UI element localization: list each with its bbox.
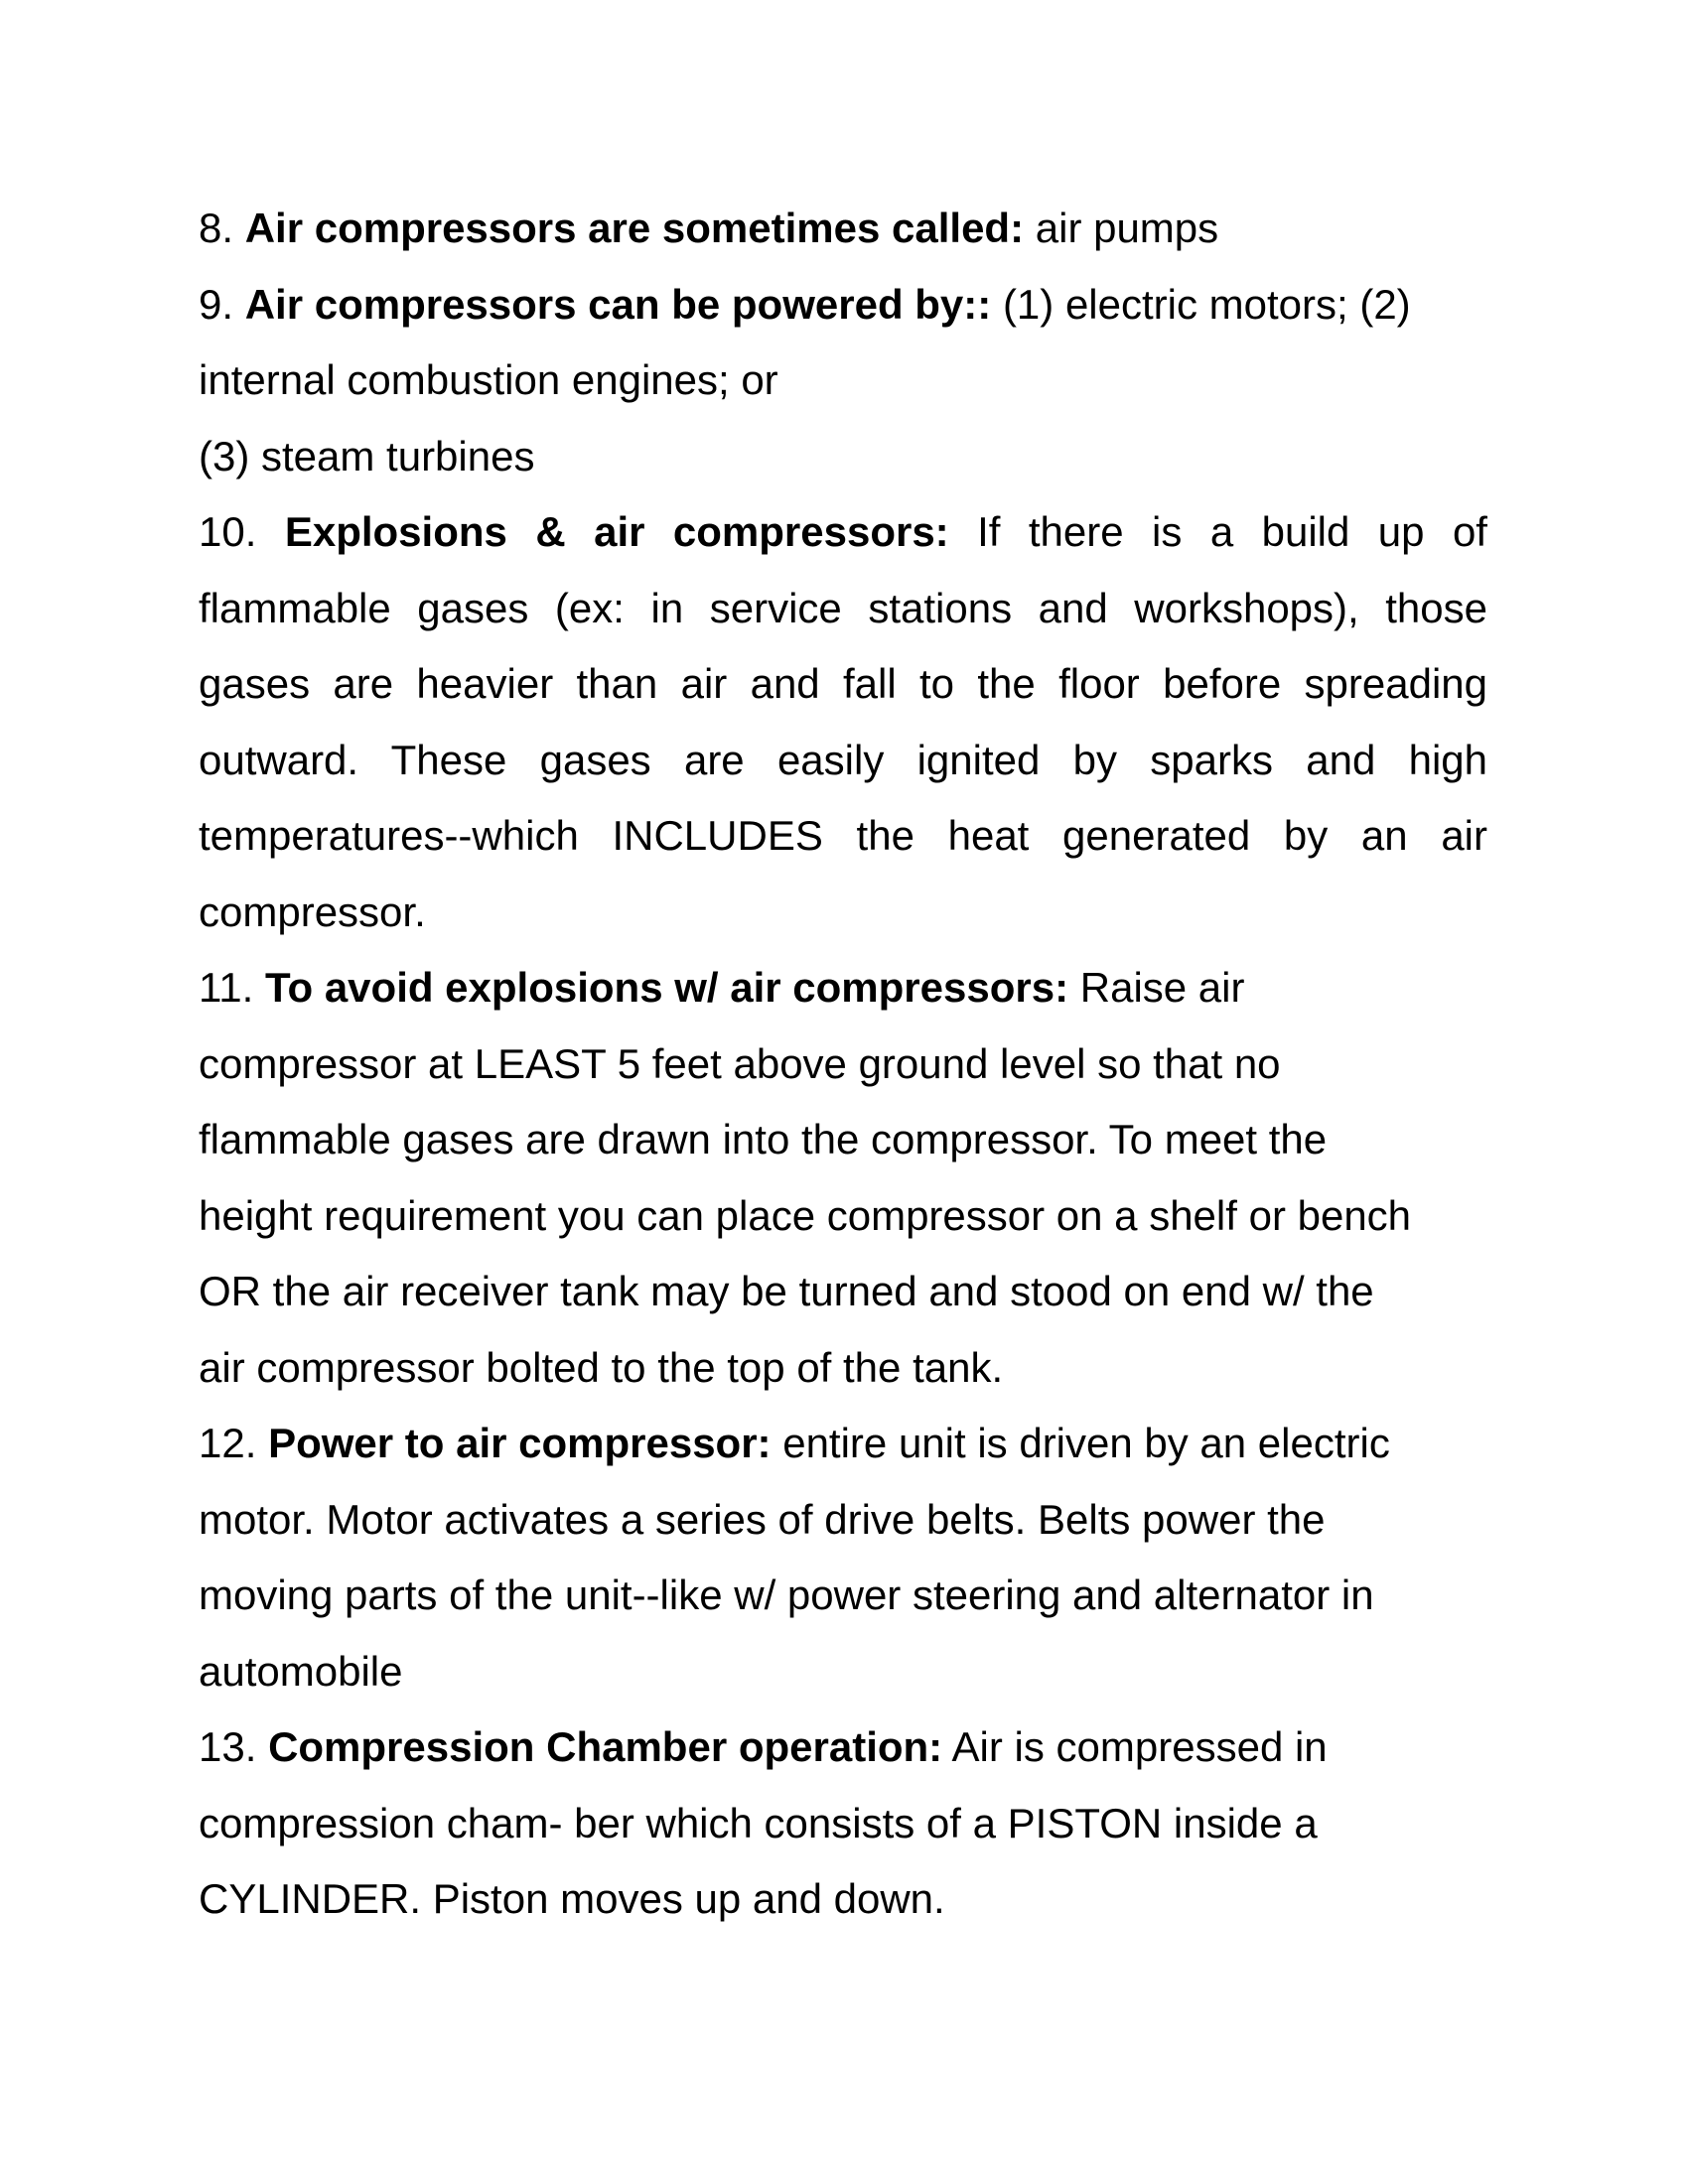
item-8-text: air pumps bbox=[1035, 205, 1219, 251]
item-10-line-4: outward. These gases are easily ignited by sparks and high bbox=[199, 736, 1487, 783]
item-13-line-2: compression cham- ber which consists of a PISTON inside a bbox=[199, 1799, 1318, 1846]
item-11-line-2: compressor at LEAST 5 feet above ground level so that no bbox=[199, 1039, 1281, 1087]
item-13-text-1: Air is compressed in bbox=[951, 1723, 1328, 1770]
item-11-line-5: OR the air receiver tank may be turned and stood on end w/ the bbox=[199, 1268, 1374, 1314]
item-10-line-5: temperatures--which INCLUDES the heat generated by an air bbox=[199, 812, 1487, 859]
item-9-line-3: (3) steam turbines bbox=[199, 432, 535, 479]
item-13-line-1 bbox=[199, 1709, 1487, 1786]
item-13-line-3: CYLINDER. Piston moves up and down. bbox=[199, 1875, 945, 1922]
item-10-line-2: flammable gases (ex: in service stations and workshops), those bbox=[199, 584, 1487, 631]
item-12-number: 12. bbox=[199, 1420, 257, 1466]
item-8-heading: Air compressors are sometimes called: bbox=[244, 205, 1025, 251]
item-8-line-1 bbox=[199, 191, 1487, 267]
item-9-line-1 bbox=[199, 267, 1487, 343]
item-11-line-3: flammable gases are drawn into the compressor. To meet the bbox=[199, 1116, 1328, 1162]
item-9-number: 9. bbox=[199, 280, 234, 328]
item-10-line-1 bbox=[199, 494, 1487, 571]
item-12-line-3: moving parts of the unit--like w/ power steering and alternator in bbox=[199, 1571, 1374, 1618]
item-11-line-4: height requirement you can place compressor on a shelf or bench bbox=[199, 1191, 1412, 1239]
item-9-heading: Air compressors can be powered by:: bbox=[244, 280, 992, 328]
item-13-number: 13. bbox=[199, 1723, 257, 1770]
item-11-line-1 bbox=[199, 950, 1487, 1026]
item-11-heading: To avoid explosions w/ air compressors: bbox=[264, 964, 1069, 1011]
item-13-heading: Compression Chamber operation: bbox=[268, 1723, 943, 1770]
item-12-heading: Power to air compressor: bbox=[268, 1420, 772, 1466]
item-12-line-1 bbox=[199, 1406, 1487, 1482]
item-8-number: 8. bbox=[199, 205, 234, 251]
item-11-line-6: air compressor bolted to the top of the tank. bbox=[199, 1343, 1004, 1391]
item-10-heading: Explosions & air compressors: bbox=[284, 508, 949, 555]
item-10-number: 10. bbox=[199, 508, 257, 555]
document-page bbox=[199, 191, 1487, 1938]
item-12-line-4: automobile bbox=[199, 1647, 403, 1695]
item-11-number: 11. bbox=[199, 964, 254, 1011]
item-12-line-2: motor. Motor activates a series of drive belts. Belts power the bbox=[199, 1495, 1326, 1543]
item-12-text-1: entire unit is driven by an electric bbox=[782, 1420, 1390, 1466]
item-10-line-6: compressor. bbox=[199, 887, 426, 935]
item-11-text-1: Raise air bbox=[1079, 964, 1245, 1011]
item-10-text-1: If there is a build up of bbox=[977, 508, 1487, 555]
item-9-text-1: (1) electric motors; (2) bbox=[1002, 280, 1411, 328]
item-10-line-3: gases are heavier than air and fall to the floor before spreading bbox=[199, 660, 1487, 707]
item-9-line-2: internal combustion engines; or bbox=[199, 356, 778, 403]
